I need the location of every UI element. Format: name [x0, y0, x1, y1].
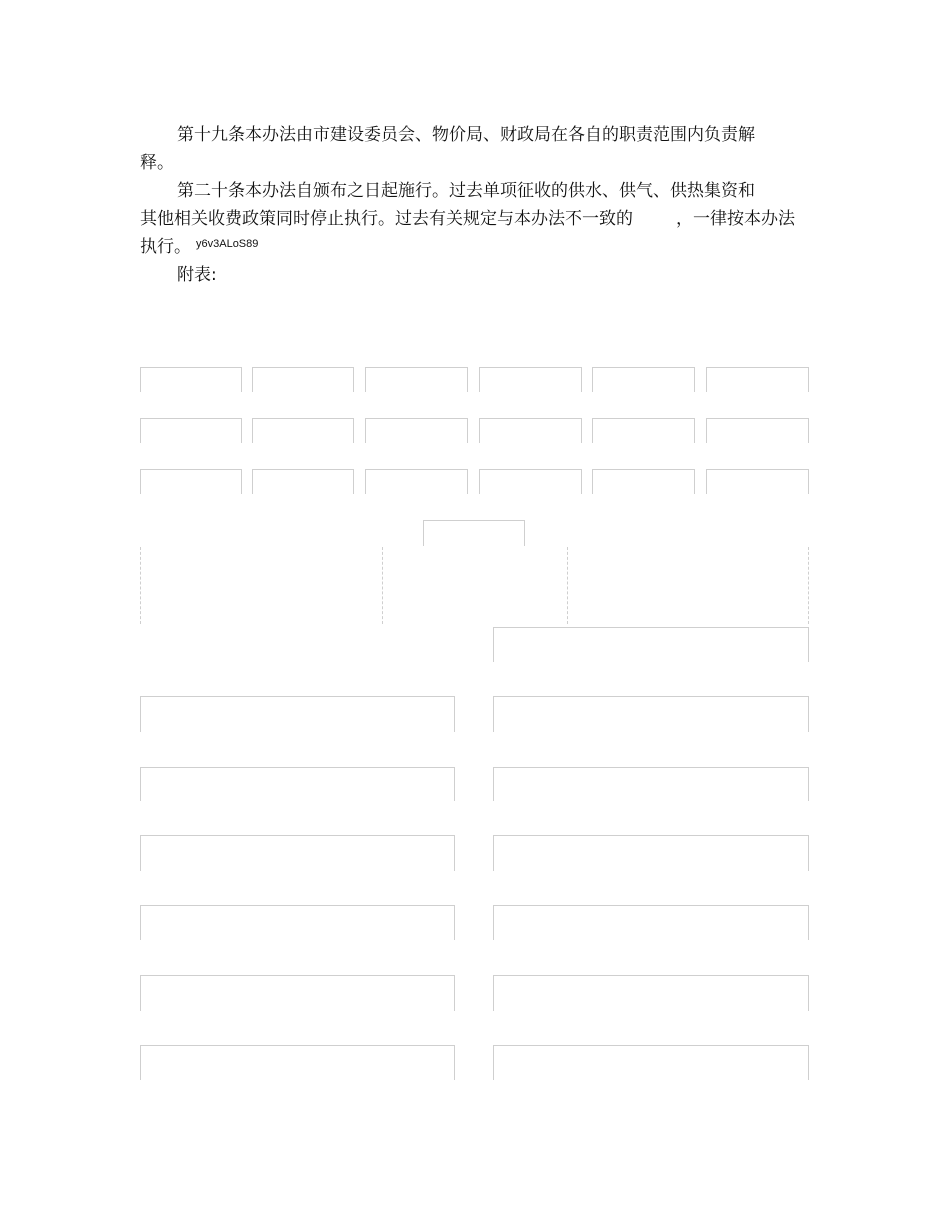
grid-cell: [479, 469, 582, 494]
attachment-label: 附表:: [177, 265, 217, 285]
grid-cell: [706, 367, 809, 392]
grid-cell: [140, 367, 242, 392]
grid-cell: [592, 418, 695, 443]
wide-box: [140, 1045, 455, 1080]
grid-cell: [365, 469, 468, 494]
grid-cell: [140, 469, 242, 494]
grid-cell: [140, 418, 242, 443]
grid-cell: [252, 418, 354, 443]
article-20-line-3: 执行。: [140, 237, 191, 257]
center-header-box: [423, 520, 525, 546]
wide-box: [140, 696, 455, 732]
article-20-line-2a: 其他相关收费政策同时停止执行。过去有关规定与本办法不一致的: [140, 209, 633, 229]
grid-cell: [252, 367, 354, 392]
dashed-divider: [808, 547, 809, 624]
article-20-line-1: 第二十条本办法自颁布之日起施行。过去单项征收的供水、供气、供热集资和: [177, 181, 755, 201]
right-box: [493, 627, 809, 662]
wide-box: [493, 767, 809, 801]
dashed-divider: [382, 547, 383, 624]
dashed-divider: [140, 547, 141, 624]
grid-cell: [365, 367, 468, 392]
article-19-line-2: 释。: [140, 153, 174, 173]
wide-box: [493, 696, 809, 732]
wide-box: [493, 975, 809, 1011]
grid-cell: [592, 367, 695, 392]
wide-box: [140, 835, 455, 871]
grid-cell: [706, 469, 809, 494]
grid-cell: [365, 418, 468, 443]
grid-cell: [592, 469, 695, 494]
dashed-divider: [567, 547, 568, 624]
wide-box: [140, 905, 455, 940]
wide-box: [493, 905, 809, 940]
wide-box: [493, 1045, 809, 1080]
grid-cell: [479, 418, 582, 443]
wide-box: [140, 975, 455, 1011]
grid-cell: [252, 469, 354, 494]
article-19-line-1: 第十九条本办法由市建设委员会、物价局、财政局在各自的职责范围内负责解: [177, 125, 755, 145]
article-20-line-2b: ，一律按本办法: [676, 209, 795, 229]
article-20-code: y6v3ALoS89: [196, 238, 259, 250]
wide-box: [493, 835, 809, 871]
grid-cell: [706, 418, 809, 443]
wide-box: [140, 767, 455, 801]
grid-cell: [479, 367, 582, 392]
